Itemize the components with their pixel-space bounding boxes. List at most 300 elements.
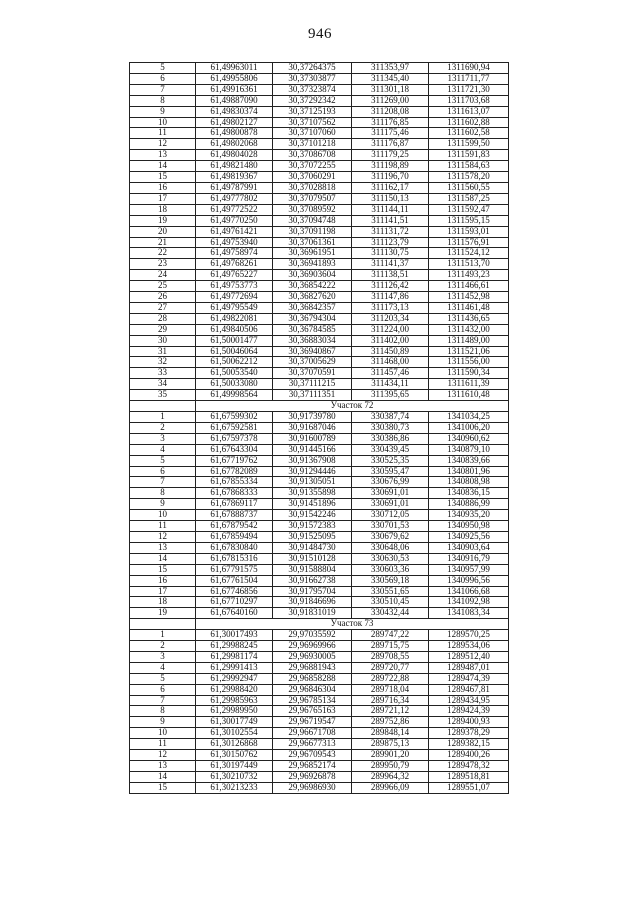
y-coordinate-cell: 1289434,95 bbox=[429, 695, 509, 706]
x-coordinate-cell: 311402,00 bbox=[352, 335, 429, 346]
longitude-cell: 30,37089592 bbox=[273, 204, 352, 215]
point-number-cell: 8 bbox=[130, 95, 196, 106]
table-row bbox=[130, 728, 509, 739]
longitude-cell: 30,37292342 bbox=[273, 95, 352, 106]
y-coordinate-cell: 1341006,20 bbox=[429, 422, 509, 433]
point-number-cell: 20 bbox=[130, 226, 196, 237]
table-row bbox=[130, 161, 509, 172]
y-coordinate-cell: 1289570,25 bbox=[429, 630, 509, 641]
point-number-cell: 31 bbox=[130, 346, 196, 357]
table-row bbox=[130, 761, 509, 772]
y-coordinate-cell: 1289378,29 bbox=[429, 728, 509, 739]
longitude-cell: 30,37005629 bbox=[273, 357, 352, 368]
latitude-cell: 61,29981174 bbox=[196, 651, 273, 662]
x-coordinate-cell: 289715,75 bbox=[352, 641, 429, 652]
table-row bbox=[130, 586, 509, 597]
x-coordinate-cell: 311208,08 bbox=[352, 106, 429, 117]
table-row bbox=[130, 706, 509, 717]
latitude-cell: 61,49804028 bbox=[196, 150, 273, 161]
x-coordinate-cell: 311173,13 bbox=[352, 302, 429, 313]
latitude-cell: 61,49765227 bbox=[196, 270, 273, 281]
x-coordinate-cell: 330432,44 bbox=[352, 608, 429, 619]
point-number-cell: 6 bbox=[130, 466, 196, 477]
y-coordinate-cell: 1289424,39 bbox=[429, 706, 509, 717]
point-number-cell: 16 bbox=[130, 182, 196, 193]
point-number-cell: 17 bbox=[130, 586, 196, 597]
x-coordinate-cell: 330701,53 bbox=[352, 521, 429, 532]
point-number-cell: 15 bbox=[130, 172, 196, 183]
latitude-cell: 61,49777802 bbox=[196, 193, 273, 204]
longitude-cell: 29,96858288 bbox=[273, 673, 352, 684]
latitude-cell: 61,49772694 bbox=[196, 292, 273, 303]
x-coordinate-cell: 311144,11 bbox=[352, 204, 429, 215]
y-coordinate-cell: 1311587,25 bbox=[429, 193, 509, 204]
point-number-cell: 10 bbox=[130, 117, 196, 128]
latitude-cell: 61,29989950 bbox=[196, 706, 273, 717]
table-row bbox=[130, 357, 509, 368]
x-coordinate-cell: 330569,18 bbox=[352, 575, 429, 586]
y-coordinate-cell: 1311584,63 bbox=[429, 161, 509, 172]
latitude-cell: 61,67640160 bbox=[196, 608, 273, 619]
longitude-cell: 30,37125193 bbox=[273, 106, 352, 117]
latitude-cell: 61,67859494 bbox=[196, 531, 273, 542]
y-coordinate-cell: 1311599,50 bbox=[429, 139, 509, 150]
y-coordinate-cell: 1311493,23 bbox=[429, 270, 509, 281]
latitude-cell: 61,67815316 bbox=[196, 553, 273, 564]
longitude-cell: 30,36940867 bbox=[273, 346, 352, 357]
point-number-cell: 17 bbox=[130, 193, 196, 204]
y-coordinate-cell: 1311521,06 bbox=[429, 346, 509, 357]
latitude-cell: 61,67597378 bbox=[196, 433, 273, 444]
y-coordinate-cell: 1341034,25 bbox=[429, 412, 509, 423]
longitude-cell: 30,37111351 bbox=[273, 390, 352, 401]
point-number-cell: 12 bbox=[130, 750, 196, 761]
y-coordinate-cell: 1289474,39 bbox=[429, 673, 509, 684]
point-number-cell: 9 bbox=[130, 106, 196, 117]
longitude-cell: 30,37060291 bbox=[273, 172, 352, 183]
table-row bbox=[130, 73, 509, 84]
latitude-cell: 61,49758974 bbox=[196, 248, 273, 259]
table-row bbox=[130, 597, 509, 608]
y-coordinate-cell: 1311461,48 bbox=[429, 302, 509, 313]
y-coordinate-cell: 1311466,61 bbox=[429, 281, 509, 292]
x-coordinate-cell: 330595,47 bbox=[352, 466, 429, 477]
table-row bbox=[130, 444, 509, 455]
longitude-cell: 29,96719547 bbox=[273, 717, 352, 728]
y-coordinate-cell: 1289478,32 bbox=[429, 761, 509, 772]
table-row bbox=[130, 259, 509, 270]
x-coordinate-cell: 330510,45 bbox=[352, 597, 429, 608]
point-number-cell: 8 bbox=[130, 488, 196, 499]
x-coordinate-cell: 289901,20 bbox=[352, 750, 429, 761]
y-coordinate-cell: 1311602,58 bbox=[429, 128, 509, 139]
longitude-cell: 29,96881943 bbox=[273, 662, 352, 673]
table-row bbox=[130, 84, 509, 95]
table-row bbox=[130, 488, 509, 499]
latitude-cell: 61,29985963 bbox=[196, 695, 273, 706]
longitude-cell: 30,36883034 bbox=[273, 335, 352, 346]
point-number-cell: 27 bbox=[130, 302, 196, 313]
table-row bbox=[130, 542, 509, 553]
latitude-cell: 61,67592581 bbox=[196, 422, 273, 433]
longitude-cell: 30,37107060 bbox=[273, 128, 352, 139]
y-coordinate-cell: 1289518,81 bbox=[429, 771, 509, 782]
latitude-cell: 61,30102554 bbox=[196, 728, 273, 739]
y-coordinate-cell: 1340925,56 bbox=[429, 531, 509, 542]
table-row bbox=[130, 521, 509, 532]
table-row bbox=[130, 477, 509, 488]
point-number-cell: 28 bbox=[130, 313, 196, 324]
longitude-cell: 30,36784585 bbox=[273, 324, 352, 335]
table-row bbox=[130, 412, 509, 423]
point-number-cell: 12 bbox=[130, 139, 196, 150]
table-row bbox=[130, 673, 509, 684]
y-coordinate-cell: 1289382,15 bbox=[429, 739, 509, 750]
x-coordinate-cell: 311450,89 bbox=[352, 346, 429, 357]
y-coordinate-cell: 1311721,30 bbox=[429, 84, 509, 95]
longitude-cell: 30,37070591 bbox=[273, 368, 352, 379]
latitude-cell: 61,49955806 bbox=[196, 73, 273, 84]
longitude-cell: 29,96785134 bbox=[273, 695, 352, 706]
point-number-cell: 15 bbox=[130, 782, 196, 793]
x-coordinate-cell: 289718,04 bbox=[352, 684, 429, 695]
longitude-cell: 30,91542246 bbox=[273, 510, 352, 521]
section-title: Участок 73 bbox=[196, 619, 509, 630]
point-number-cell: 7 bbox=[130, 477, 196, 488]
section-header-row bbox=[130, 401, 509, 412]
point-number-cell: 2 bbox=[130, 422, 196, 433]
x-coordinate-cell: 311130,75 bbox=[352, 248, 429, 259]
y-coordinate-cell: 1289467,81 bbox=[429, 684, 509, 695]
latitude-cell: 61,49916361 bbox=[196, 84, 273, 95]
table-row bbox=[130, 390, 509, 401]
y-coordinate-cell: 1340903,64 bbox=[429, 542, 509, 553]
x-coordinate-cell: 289747,22 bbox=[352, 630, 429, 641]
latitude-cell: 61,29988420 bbox=[196, 684, 273, 695]
longitude-cell: 29,96765163 bbox=[273, 706, 352, 717]
point-number-cell: 9 bbox=[130, 499, 196, 510]
longitude-cell: 29,97035592 bbox=[273, 630, 352, 641]
longitude-cell: 30,37028818 bbox=[273, 182, 352, 193]
point-number-cell: 18 bbox=[130, 204, 196, 215]
latitude-cell: 61,29988245 bbox=[196, 641, 273, 652]
longitude-cell: 30,37111215 bbox=[273, 379, 352, 390]
point-number-cell: 30 bbox=[130, 335, 196, 346]
latitude-cell: 61,29991413 bbox=[196, 662, 273, 673]
point-number-cell: 16 bbox=[130, 575, 196, 586]
section-header-spacer bbox=[130, 619, 196, 630]
longitude-cell: 29,96671708 bbox=[273, 728, 352, 739]
table-row bbox=[130, 739, 509, 750]
table-row bbox=[130, 499, 509, 510]
latitude-cell: 61,50046064 bbox=[196, 346, 273, 357]
y-coordinate-cell: 1340808,98 bbox=[429, 477, 509, 488]
x-coordinate-cell: 289752,86 bbox=[352, 717, 429, 728]
point-number-cell: 6 bbox=[130, 684, 196, 695]
longitude-cell: 30,91687046 bbox=[273, 422, 352, 433]
latitude-cell: 61,49830374 bbox=[196, 106, 273, 117]
y-coordinate-cell: 1340879,10 bbox=[429, 444, 509, 455]
y-coordinate-cell: 1311591,83 bbox=[429, 150, 509, 161]
point-number-cell: 6 bbox=[130, 73, 196, 84]
latitude-cell: 61,67791575 bbox=[196, 564, 273, 575]
x-coordinate-cell: 289848,14 bbox=[352, 728, 429, 739]
point-number-cell: 1 bbox=[130, 630, 196, 641]
table-row bbox=[130, 564, 509, 575]
longitude-cell: 30,36827620 bbox=[273, 292, 352, 303]
section-header-spacer bbox=[130, 401, 196, 412]
coordinates-table bbox=[129, 62, 509, 794]
point-number-cell: 5 bbox=[130, 455, 196, 466]
y-coordinate-cell: 1340916,79 bbox=[429, 553, 509, 564]
latitude-cell: 61,67879542 bbox=[196, 521, 273, 532]
latitude-cell: 61,49887090 bbox=[196, 95, 273, 106]
table-row bbox=[130, 128, 509, 139]
point-number-cell: 34 bbox=[130, 379, 196, 390]
y-coordinate-cell: 1311556,00 bbox=[429, 357, 509, 368]
point-number-cell: 3 bbox=[130, 433, 196, 444]
point-number-cell: 9 bbox=[130, 717, 196, 728]
longitude-cell: 30,91445166 bbox=[273, 444, 352, 455]
table-row bbox=[130, 662, 509, 673]
longitude-cell: 29,96709543 bbox=[273, 750, 352, 761]
table-row bbox=[130, 531, 509, 542]
x-coordinate-cell: 330386,86 bbox=[352, 433, 429, 444]
point-number-cell: 21 bbox=[130, 237, 196, 248]
longitude-cell: 30,36842357 bbox=[273, 302, 352, 313]
x-coordinate-cell: 311353,97 bbox=[352, 63, 429, 74]
latitude-cell: 61,67869117 bbox=[196, 499, 273, 510]
longitude-cell: 30,91451896 bbox=[273, 499, 352, 510]
point-number-cell: 3 bbox=[130, 651, 196, 662]
point-number-cell: 11 bbox=[130, 739, 196, 750]
latitude-cell: 61,67830840 bbox=[196, 542, 273, 553]
latitude-cell: 61,49802068 bbox=[196, 139, 273, 150]
x-coordinate-cell: 289950,79 bbox=[352, 761, 429, 772]
x-coordinate-cell: 311301,18 bbox=[352, 84, 429, 95]
table-row bbox=[130, 630, 509, 641]
latitude-cell: 61,49753773 bbox=[196, 281, 273, 292]
point-number-cell: 2 bbox=[130, 641, 196, 652]
point-number-cell: 29 bbox=[130, 324, 196, 335]
latitude-cell: 61,67855334 bbox=[196, 477, 273, 488]
x-coordinate-cell: 311203,34 bbox=[352, 313, 429, 324]
longitude-cell: 30,37079507 bbox=[273, 193, 352, 204]
x-coordinate-cell: 311198,89 bbox=[352, 161, 429, 172]
table-row bbox=[130, 346, 509, 357]
point-number-cell: 22 bbox=[130, 248, 196, 259]
x-coordinate-cell: 311434,11 bbox=[352, 379, 429, 390]
x-coordinate-cell: 311345,40 bbox=[352, 73, 429, 84]
point-number-cell: 26 bbox=[130, 292, 196, 303]
longitude-cell: 30,91600789 bbox=[273, 433, 352, 444]
point-number-cell: 32 bbox=[130, 357, 196, 368]
point-number-cell: 12 bbox=[130, 531, 196, 542]
longitude-cell: 30,91572383 bbox=[273, 521, 352, 532]
y-coordinate-cell: 1311703,68 bbox=[429, 95, 509, 106]
y-coordinate-cell: 1340960,62 bbox=[429, 433, 509, 444]
latitude-cell: 61,67761504 bbox=[196, 575, 273, 586]
table-row bbox=[130, 313, 509, 324]
latitude-cell: 61,49802127 bbox=[196, 117, 273, 128]
y-coordinate-cell: 1341066,68 bbox=[429, 586, 509, 597]
y-coordinate-cell: 1311595,15 bbox=[429, 215, 509, 226]
y-coordinate-cell: 1289400,26 bbox=[429, 750, 509, 761]
y-coordinate-cell: 1311613,07 bbox=[429, 106, 509, 117]
latitude-cell: 61,49963011 bbox=[196, 63, 273, 74]
table-row bbox=[130, 750, 509, 761]
point-number-cell: 19 bbox=[130, 608, 196, 619]
latitude-cell: 61,49770250 bbox=[196, 215, 273, 226]
x-coordinate-cell: 311150,13 bbox=[352, 193, 429, 204]
x-coordinate-cell: 289722,88 bbox=[352, 673, 429, 684]
x-coordinate-cell: 330679,62 bbox=[352, 531, 429, 542]
y-coordinate-cell: 1311590,34 bbox=[429, 368, 509, 379]
point-number-cell: 8 bbox=[130, 706, 196, 717]
longitude-cell: 30,91484730 bbox=[273, 542, 352, 553]
longitude-cell: 30,91739780 bbox=[273, 412, 352, 423]
latitude-cell: 61,67888737 bbox=[196, 510, 273, 521]
table-row bbox=[130, 575, 509, 586]
longitude-cell: 29,96969966 bbox=[273, 641, 352, 652]
longitude-cell: 29,96926878 bbox=[273, 771, 352, 782]
latitude-cell: 61,67710297 bbox=[196, 597, 273, 608]
y-coordinate-cell: 1311524,12 bbox=[429, 248, 509, 259]
longitude-cell: 30,37094748 bbox=[273, 215, 352, 226]
x-coordinate-cell: 311126,42 bbox=[352, 281, 429, 292]
latitude-cell: 61,30126868 bbox=[196, 739, 273, 750]
longitude-cell: 30,37323874 bbox=[273, 84, 352, 95]
longitude-cell: 30,36903604 bbox=[273, 270, 352, 281]
point-number-cell: 13 bbox=[130, 542, 196, 553]
longitude-cell: 30,91588804 bbox=[273, 564, 352, 575]
point-number-cell: 35 bbox=[130, 390, 196, 401]
table-row bbox=[130, 466, 509, 477]
table-row bbox=[130, 193, 509, 204]
x-coordinate-cell: 289721,12 bbox=[352, 706, 429, 717]
x-coordinate-cell: 330380,73 bbox=[352, 422, 429, 433]
longitude-cell: 30,36854222 bbox=[273, 281, 352, 292]
table-row bbox=[130, 281, 509, 292]
table-row bbox=[130, 248, 509, 259]
longitude-cell: 29,96986930 bbox=[273, 782, 352, 793]
point-number-cell: 15 bbox=[130, 564, 196, 575]
table-row bbox=[130, 641, 509, 652]
x-coordinate-cell: 289875,13 bbox=[352, 739, 429, 750]
latitude-cell: 61,49761421 bbox=[196, 226, 273, 237]
x-coordinate-cell: 311175,46 bbox=[352, 128, 429, 139]
x-coordinate-cell: 311179,25 bbox=[352, 150, 429, 161]
point-number-cell: 24 bbox=[130, 270, 196, 281]
point-number-cell: 14 bbox=[130, 553, 196, 564]
y-coordinate-cell: 1311489,00 bbox=[429, 335, 509, 346]
table-row bbox=[130, 139, 509, 150]
latitude-cell: 61,49840506 bbox=[196, 324, 273, 335]
longitude-cell: 29,96846304 bbox=[273, 684, 352, 695]
latitude-cell: 61,49753940 bbox=[196, 237, 273, 248]
x-coordinate-cell: 330525,35 bbox=[352, 455, 429, 466]
latitude-cell: 61,49819367 bbox=[196, 172, 273, 183]
latitude-cell: 61,67599302 bbox=[196, 412, 273, 423]
table-row bbox=[130, 226, 509, 237]
longitude-cell: 30,37091198 bbox=[273, 226, 352, 237]
longitude-cell: 30,37061361 bbox=[273, 237, 352, 248]
point-number-cell: 14 bbox=[130, 161, 196, 172]
longitude-cell: 30,91510128 bbox=[273, 553, 352, 564]
coordinates-table-body bbox=[130, 63, 509, 794]
point-number-cell: 4 bbox=[130, 662, 196, 673]
table-row bbox=[130, 553, 509, 564]
longitude-cell: 30,91367908 bbox=[273, 455, 352, 466]
table-row bbox=[130, 95, 509, 106]
table-row bbox=[130, 270, 509, 281]
table-row bbox=[130, 782, 509, 793]
page-number: 946 bbox=[308, 26, 332, 42]
x-coordinate-cell: 289716,34 bbox=[352, 695, 429, 706]
point-number-cell: 18 bbox=[130, 597, 196, 608]
x-coordinate-cell: 330691,01 bbox=[352, 488, 429, 499]
table-row bbox=[130, 302, 509, 313]
table-row bbox=[130, 150, 509, 161]
table-row bbox=[130, 379, 509, 390]
longitude-cell: 30,37264375 bbox=[273, 63, 352, 74]
x-coordinate-cell: 330603,36 bbox=[352, 564, 429, 575]
x-coordinate-cell: 330551,65 bbox=[352, 586, 429, 597]
longitude-cell: 30,37072255 bbox=[273, 161, 352, 172]
point-number-cell: 25 bbox=[130, 281, 196, 292]
y-coordinate-cell: 1311576,91 bbox=[429, 237, 509, 248]
y-coordinate-cell: 1311711,77 bbox=[429, 73, 509, 84]
latitude-cell: 61,30150762 bbox=[196, 750, 273, 761]
x-coordinate-cell: 311176,85 bbox=[352, 117, 429, 128]
x-coordinate-cell: 330712,05 bbox=[352, 510, 429, 521]
longitude-cell: 30,37086708 bbox=[273, 150, 352, 161]
table-row bbox=[130, 172, 509, 183]
table-row bbox=[130, 117, 509, 128]
latitude-cell: 61,30197449 bbox=[196, 761, 273, 772]
section-header-row bbox=[130, 619, 509, 630]
point-number-cell: 13 bbox=[130, 150, 196, 161]
y-coordinate-cell: 1289512,40 bbox=[429, 651, 509, 662]
x-coordinate-cell: 311224,00 bbox=[352, 324, 429, 335]
latitude-cell: 61,67782089 bbox=[196, 466, 273, 477]
longitude-cell: 30,91795704 bbox=[273, 586, 352, 597]
x-coordinate-cell: 311131,72 bbox=[352, 226, 429, 237]
x-coordinate-cell: 311395,65 bbox=[352, 390, 429, 401]
section-title: Участок 72 bbox=[196, 401, 509, 412]
latitude-cell: 61,50053540 bbox=[196, 368, 273, 379]
table-row bbox=[130, 717, 509, 728]
table-row bbox=[130, 215, 509, 226]
latitude-cell: 61,49768261 bbox=[196, 259, 273, 270]
table-row bbox=[130, 204, 509, 215]
y-coordinate-cell: 1289487,01 bbox=[429, 662, 509, 673]
x-coordinate-cell: 289964,32 bbox=[352, 771, 429, 782]
longitude-cell: 30,91525095 bbox=[273, 531, 352, 542]
y-coordinate-cell: 1311452,98 bbox=[429, 292, 509, 303]
table-row bbox=[130, 292, 509, 303]
longitude-cell: 30,91831019 bbox=[273, 608, 352, 619]
point-number-cell: 7 bbox=[130, 695, 196, 706]
x-coordinate-cell: 311457,46 bbox=[352, 368, 429, 379]
table-row bbox=[130, 237, 509, 248]
table-row bbox=[130, 510, 509, 521]
table-row bbox=[130, 106, 509, 117]
y-coordinate-cell: 1311432,00 bbox=[429, 324, 509, 335]
latitude-cell: 61,49795549 bbox=[196, 302, 273, 313]
longitude-cell: 30,91294446 bbox=[273, 466, 352, 477]
longitude-cell: 30,91846696 bbox=[273, 597, 352, 608]
